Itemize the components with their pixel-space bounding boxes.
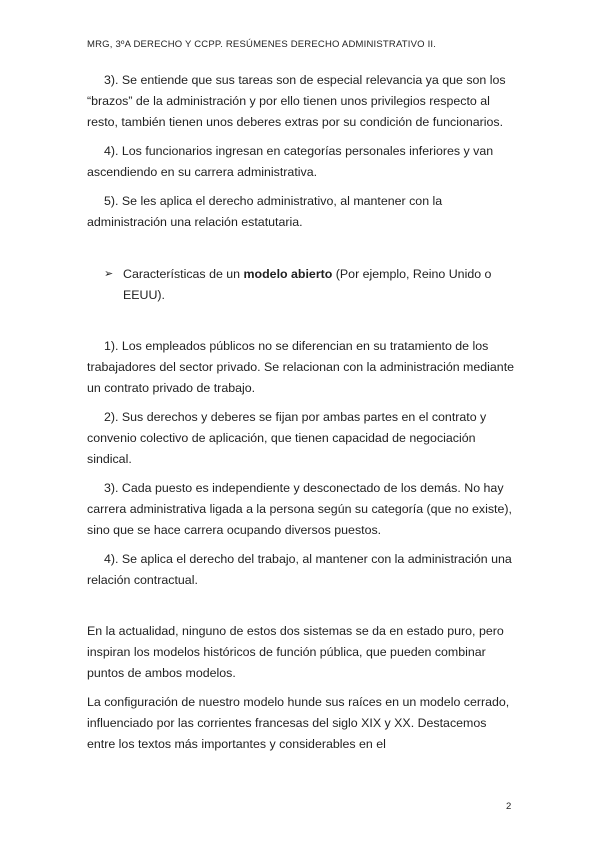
closed-model-item-4: 4). Los funcionarios ingresan en categorías personales inferiores y van ascendiendo en su carrera administrativa. bbox=[87, 144, 494, 179]
open-model-item-4: 4). Se aplica el derecho del trabajo, al mantener con la administración una relación contractual. bbox=[87, 552, 512, 587]
heading-bold-term: modelo abierto bbox=[243, 267, 333, 281]
open-model-item-3: 3). Cada puesto es independiente y desconectado de los demás. No hay carrera administrativa ligada a la persona según su categoría (que no existe), sino que se hace carrera ocupando diversos puestos. bbox=[87, 481, 512, 537]
closing-paragraph-1: En la actualidad, ninguno de estos dos sistemas se da en estado puro, pero inspiran los modelos históricos de función pública, que pueden combinar puntos de ambos modelos. bbox=[87, 624, 504, 680]
open-model-item-2: 2). Sus derechos y deberes se fijan por ambas partes en el contrato y convenio colectivo de aplicación, que tienen capacidad de negociación sindical. bbox=[87, 410, 487, 466]
heading-suffix: (Por ejemplo, Reino Unido o EEUU). bbox=[123, 267, 492, 302]
heading-prefix: Características de un bbox=[123, 267, 244, 281]
closed-model-item-5: 5). Se les aplica el derecho administrativo, al mantener con la administración una relación estatutaria. bbox=[87, 194, 443, 229]
closing-paragraph-2: La configuración de nuestro modelo hunde sus raíces en un modelo cerrado, influenciado por las corrientes francesas del siglo XIX y XX. Destacemos entre los textos más importantes y considerables en el bbox=[87, 695, 510, 751]
open-model-heading bbox=[104, 264, 517, 306]
running-header: MRG, 3ºA DERECHO Y CCPP. RESÚMENES DERECHO ADMINISTRATIVO II. bbox=[87, 39, 437, 50]
closed-model-item-3: 3). Se entiende que sus tareas son de especial relevancia ya que son los “brazos” de la administración y por ello tienen unos privilegios respecto al resto, también tienen unos deberes extras por su condición de funcionarios. bbox=[87, 73, 506, 129]
page-number: 2 bbox=[506, 801, 512, 812]
page-body bbox=[87, 70, 517, 755]
arrow-bullet-icon: ➢ bbox=[104, 268, 114, 280]
open-model-heading-text bbox=[123, 264, 517, 306]
open-model-item-1: 1). Los empleados públicos no se diferencian en su tratamiento de los trabajadores del sector privado. Se relacionan con la administración mediante un contrato privado de trabajo. bbox=[87, 339, 515, 395]
